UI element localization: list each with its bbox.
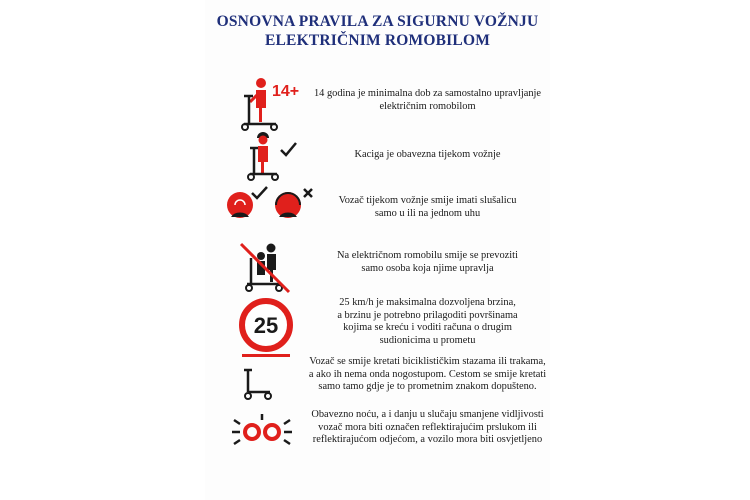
- rule-5-line-3: kojima se kreću i voditi računa o drugim: [343, 322, 512, 334]
- age-badge: 14+: [272, 83, 300, 100]
- rule-5-line-4: sudionicima u prometu: [379, 334, 476, 346]
- rule-1-line-2: električnim romobilom: [379, 100, 476, 112]
- rule-6-line-3: samo tamo gdje je to prometnim znakom dopušteno.: [318, 381, 537, 393]
- helmet-rider-check-icon: [245, 130, 301, 182]
- title-line-2: ELEKTRIČNIM ROMOBILOM: [264, 32, 491, 49]
- rule-1-line-1: 14 godina je minimalna dob za samostalno upravljanje: [313, 88, 542, 99]
- speed-limit-number: 25: [253, 313, 279, 338]
- rule-6-line-1: Vozač se smije kretati biciklističkim stazama ili trakama,: [309, 356, 546, 367]
- rule-3-line-2: samo u ili na jednom uhu: [374, 207, 481, 219]
- rule-5-text: [300, 297, 555, 347]
- no-passenger-icon: [237, 240, 293, 296]
- rule-4-line-1: Na električnom romobilu smije se prevoziti: [337, 250, 518, 261]
- rule-7-line-1: Obavezno noću, a i danju u slučaju smanjene vidljivosti: [311, 409, 544, 420]
- rule-7-line-3: reflektirajućom odjećom, a vozilo mora biti osvjetljeno: [312, 434, 543, 446]
- rule-6-text: [300, 356, 555, 394]
- rule-7-line-2: vozač mora biti označen reflektirajućim prslukom ili: [318, 421, 537, 433]
- rule-2-line-1: Kaciga je obavezna tijekom vožnje: [354, 149, 501, 160]
- bike-lane-scooter-icon: [240, 364, 280, 404]
- rule-4-line-2: samo osoba koja njime upravlja: [361, 262, 494, 274]
- rule-5-line-1: 25 km/h je maksimalna dozvoljena brzina,: [339, 297, 516, 308]
- rule-3-text: [300, 195, 555, 220]
- rule-3-line-1: Vozač tijekom vožnje smije imati slušalicu: [338, 195, 517, 206]
- title-line-1: OSNOVNA PRAVILA ZA SIGURNU VOŽNJU: [216, 13, 539, 30]
- rule-2-text: [300, 149, 555, 162]
- speed-limit-25-icon: [238, 297, 298, 359]
- document-title: [205, 12, 550, 50]
- rule-6-line-2: a ako ih nema onda nogostupom. Cestom se smije kretati: [308, 368, 547, 380]
- rule-1-text: [300, 88, 555, 113]
- rule-7-text: [300, 409, 555, 447]
- rule-5-line-2: a brzinu je potrebno prilagoditi površinama: [337, 309, 518, 321]
- rule-4-text: [300, 250, 555, 275]
- age-14-scooter-rider-icon: [236, 74, 308, 134]
- reflective-lights-icon: [226, 410, 298, 454]
